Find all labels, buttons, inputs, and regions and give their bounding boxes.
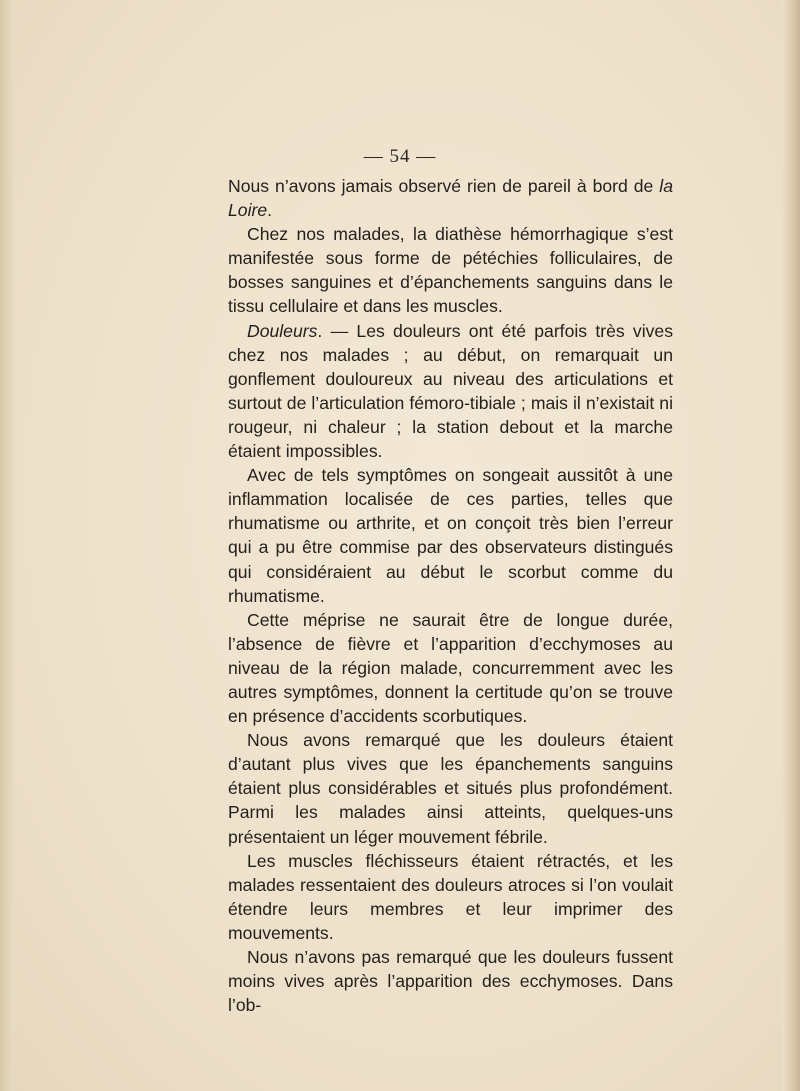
page-number: — 54 — [363,146,437,167]
paragraph-3-text: . — Les douleurs ont été parfois très vives chez nos malades ; au début, on remarquait un gonflement douloureux au niveau des articulations et surtout de l’articulation fémoro-tibiale ; mais il n’existait ni rougeur, ni chaleur ; la station debout et la marche étaient impossibles. [228,320,673,462]
paragraph-8-text: Nous n’avons pas remarqué que les douleurs fussent moins vives après l’apparition des ecchymoses. Dans l’ob- [228,947,673,1016]
paragraph-1 [228,174,673,222]
paragraph-6-text: Nous avons remarqué que les douleurs étaient d’autant plus vives que les épanchements sanguins étaient plus considérables et situés plus profondément. Parmi les malades ainsi atteints, quelques-uns présentaient un léger mouvement fébrile. [228,730,673,847]
paragraph-3 [228,319,673,464]
paragraph-5 [228,608,673,728]
paragraph-5-text: Cette méprise ne saurait être de longue durée, l’absence de fièvre et l’apparition d’ecchymoses au niveau de la région malade, concurremment avec les autres symptômes, donnent la certitude qu’on se trouve en présence d’accidents scorbutiques. [228,609,673,727]
paragraph-8 [228,945,673,1017]
section-heading-douleurs: Douleurs [247,320,318,341]
paragraph-1-text: Nous n’avons jamais observé rien de pareil à bord de [228,176,660,196]
paragraph-2 [228,222,673,318]
ship-name: la Loire [228,176,673,221]
paragraph-4 [228,463,673,608]
paragraph-4-text: Avec de tels symptômes on songeait aussitôt à une inflammation localisée de ces parties, telles que rhumatisme ou arthrite, et on conçoit très bien l’erreur qui a pu être commise par des observateurs distingués qui considéraient au début le scorbut comme du rhumatisme. [228,465,673,606]
paragraph-6 [228,728,673,848]
paragraph-1-end: . [267,200,273,221]
paragraph-7 [228,849,673,945]
body-text [228,174,673,1017]
paragraph-2-text: Chez nos malades, la diathèse hémorrhagique s’est manifestée sous forme de pétéchies folliculaires, de bosses sanguines et d’épanchements sanguins dans le tissu cellulaire et dans les muscles. [228,224,673,317]
paragraph-7-text: Les muscles fléchisseurs étaient rétractés, et les malades ressentaient des douleurs atroces si l’on voulait étendre leurs membres et leur imprimer des mouvements. [228,850,673,943]
